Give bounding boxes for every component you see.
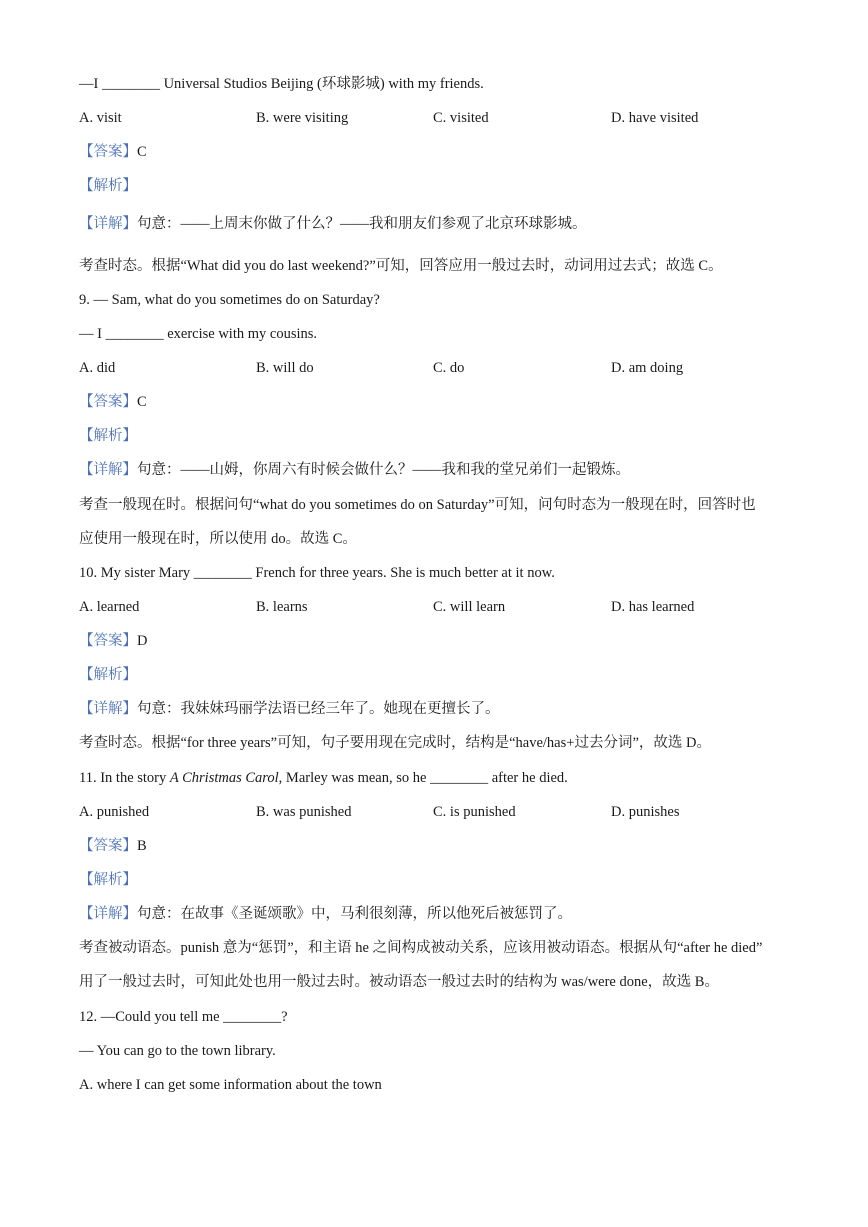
q12-option-a: A. where I can get some information about the town xyxy=(79,1077,382,1093)
q11-option-a: A. punished xyxy=(79,804,150,820)
q9-answer-line: — I ________ exercise with my cousins. xyxy=(79,326,318,342)
q10-option-b: B. learns xyxy=(256,599,308,615)
q12-answer-line: — You can go to the town library. xyxy=(79,1043,276,1059)
q11-detail xyxy=(79,904,572,924)
answer-value: C xyxy=(137,144,147,160)
q10-option-d: D. has learned xyxy=(611,599,695,615)
answer-tag: 【答案】 xyxy=(79,144,137,160)
q11-explanation-1: 考查被动语态。punish 意为“惩罚”，和主语 he 之间构成被动关系，应该用被动语态。根据从句“after he died” xyxy=(79,940,763,956)
q11-question-prefix: 11. In the story xyxy=(79,770,170,786)
q11-option-c: C. is punished xyxy=(433,804,516,820)
q8-option-a: A. visit xyxy=(79,110,122,126)
answer-value: C xyxy=(137,394,147,410)
q9-explanation-1: 考查一般现在时。根据问句“what do you sometimes do on Saturday”可知，问句时态为一般现在时，回答时也 xyxy=(79,497,756,513)
q9-option-c: C. do xyxy=(433,360,465,376)
detail-tag: 【详解】 xyxy=(79,906,137,922)
q11-answer xyxy=(79,836,147,856)
q8-answer xyxy=(79,142,147,162)
q10-answer xyxy=(79,631,147,651)
q11-explanation-2: 用了一般过去时，可知此处也用一般过去时。被动语态一般过去时的结构为 was/were done，故选 B。 xyxy=(79,974,719,990)
q9-question: 9. — Sam, what do you sometimes do on Saturday? xyxy=(79,292,380,308)
q9-analysis-tag: 【解析】 xyxy=(79,428,137,444)
q9-option-d: D. am doing xyxy=(611,360,684,376)
q11-story-title: A Christmas Carol xyxy=(169,770,279,786)
q10-option-a: A. learned xyxy=(79,599,140,615)
answer-tag: 【答案】 xyxy=(79,838,137,854)
detail-tag: 【详解】 xyxy=(79,462,137,478)
answer-tag: 【答案】 xyxy=(79,633,137,649)
q10-detail xyxy=(79,699,500,719)
detail-text: 句意：在故事《圣诞颂歌》中，马利很刻薄，所以他死后被惩罚了。 xyxy=(137,906,572,922)
q8-analysis-tag: 【解析】 xyxy=(79,178,137,194)
q11-analysis-tag: 【解析】 xyxy=(79,872,137,888)
q8-option-b: B. were visiting xyxy=(256,110,349,126)
q9-detail xyxy=(79,460,630,480)
q9-option-a: A. did xyxy=(79,360,116,376)
q10-question: 10. My sister Mary ________ French for three years. She is much better at it now. xyxy=(79,565,555,581)
q9-answer xyxy=(79,392,147,412)
detail-text: 句意：——上周末你做了什么？——我和朋友们参观了北京环球影城。 xyxy=(137,216,587,232)
q11-question xyxy=(79,768,568,788)
detail-tag: 【详解】 xyxy=(79,701,137,717)
q10-analysis-tag: 【解析】 xyxy=(79,667,137,683)
q8-detail xyxy=(79,214,587,234)
detail-text: 句意：——山姆，你周六有时候会做什么？——我和我的堂兄弟们一起锻炼。 xyxy=(137,462,630,478)
q9-explanation-2: 应使用一般现在时，所以使用 do。故选 C。 xyxy=(79,531,357,547)
detail-text: 句意：我妹妹玛丽学法语已经三年了。她现在更擅长了。 xyxy=(137,701,500,717)
detail-tag: 【详解】 xyxy=(79,216,137,232)
q8-explanation: 考查时态。根据“What did you do last weekend?”可知，回答应用一般过去时，动词用过去式；故选 C。 xyxy=(79,258,723,274)
q11-option-d: D. punishes xyxy=(611,804,680,820)
answer-tag: 【答案】 xyxy=(79,394,137,410)
q10-option-c: C. will learn xyxy=(433,599,506,615)
q8-option-d: D. have visited xyxy=(611,110,699,126)
q8-answer-line: —I ________ Universal Studios Beijing (环球影城) with my friends. xyxy=(79,76,484,92)
q11-option-b: B. was punished xyxy=(256,804,352,820)
q9-option-b: B. will do xyxy=(256,360,314,376)
q10-explanation: 考查时态。根据“for three years”可知，句子要用现在完成时，结构是“have/has+过去分词”，故选 D。 xyxy=(79,735,711,751)
answer-value: D xyxy=(137,633,148,649)
q11-question-suffix: , Marley was mean, so he ________ after he died. xyxy=(278,770,568,786)
q8-option-c: C. visited xyxy=(433,110,489,126)
answer-value: B xyxy=(137,838,147,854)
q12-question: 12. —Could you tell me ________? xyxy=(79,1009,288,1025)
